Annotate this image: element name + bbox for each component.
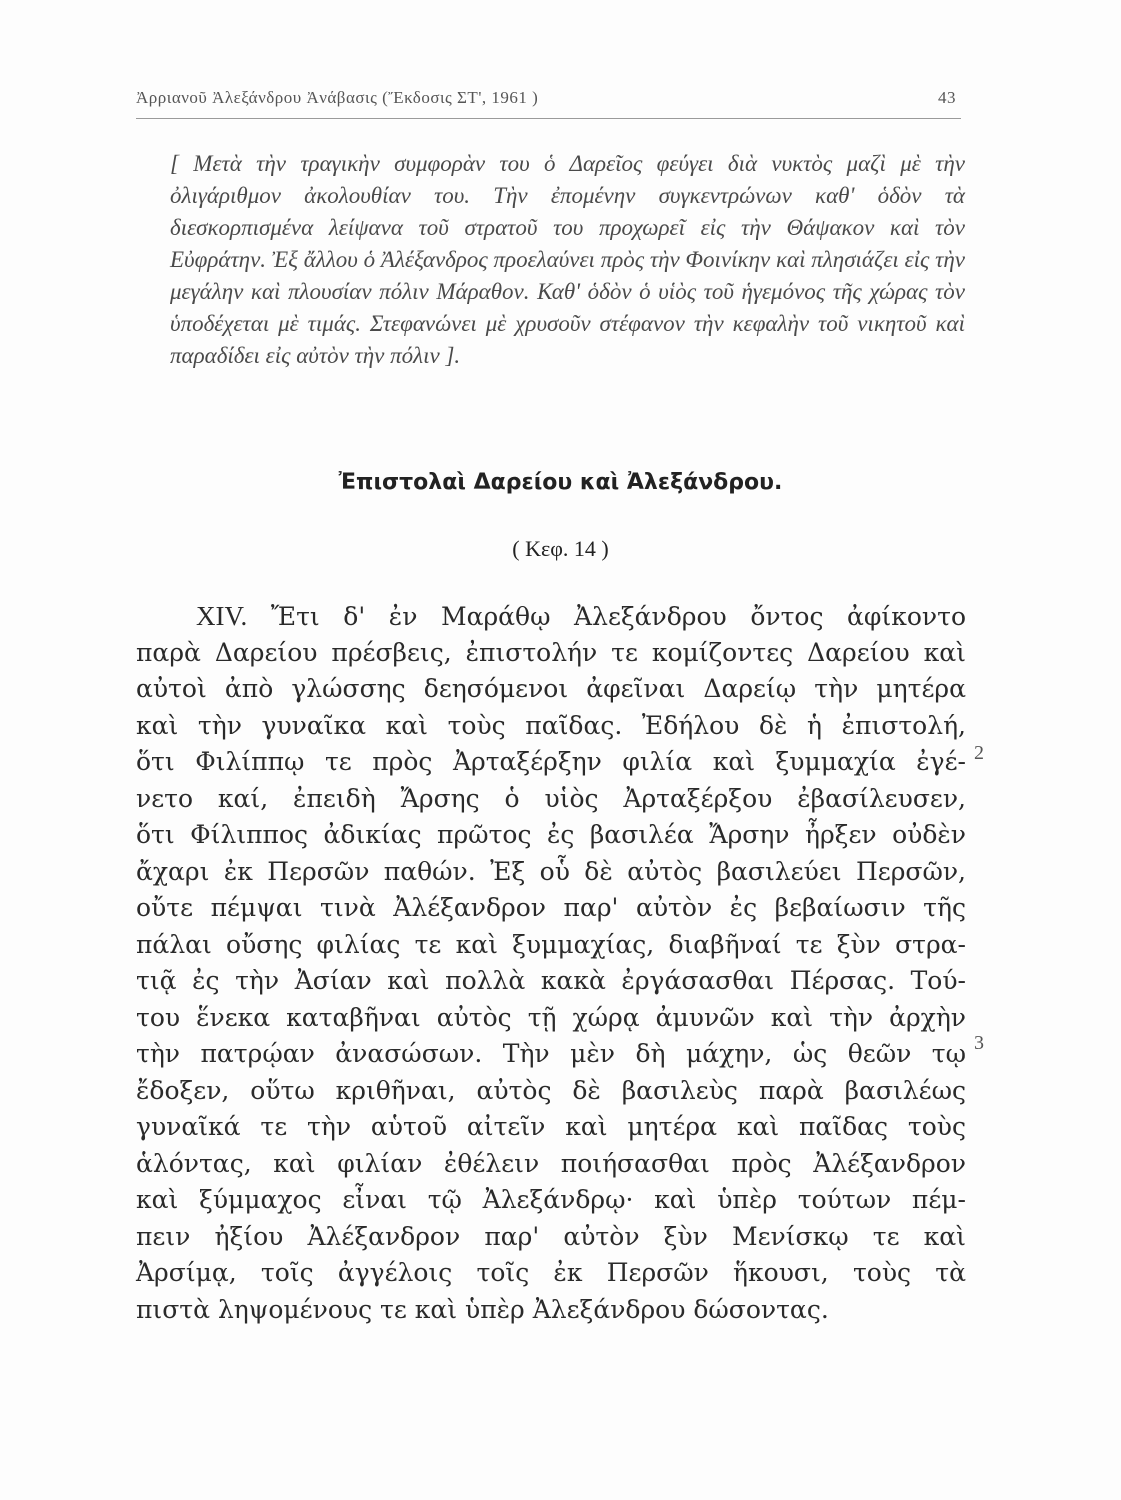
- margin-number-2: 2: [974, 742, 984, 764]
- text-line: οὔτε πέμψαι τινὰ Ἀλέξανδρον παρ' αὐτὸν ἐς βεβαίωσιν τῆς: [136, 893, 966, 922]
- text-line: παρὰ Δαρείου πρέσβεις, ἐπιστολήν τε κομίζοντες Δαρείου καὶ: [136, 637, 966, 667]
- text-line: αὐτοὶ ἀπὸ γλώσσης δεησόμενοι ἀφεῖναι Δαρείῳ τὴν μητέρα: [136, 674, 966, 703]
- section-title: Ἐπιστολαὶ Δαρείου καὶ Ἀλεξάνδρου.: [338, 470, 783, 495]
- text-line: ἁλόντας, καὶ φιλίαν ἐθέλειν ποιήσασθαι πρὸς Ἀλέξανδρον: [136, 1148, 966, 1178]
- text-line: Ἀρσίμᾳ, τοῖς ἀγγέλοις τοῖς ἐκ Περσῶν ἥκουσι, τοὺς τὰ: [136, 1258, 966, 1287]
- text-line: ἄχαρι ἐκ Περσῶν παθών. Ἐξ οὗ δὲ αὐτὸς βασιλεύει Περσῶν,: [136, 856, 966, 886]
- text-line: πάλαι οὔσης φιλίας τε καὶ ξυμμαχίας, διαβῆναί τε ξὺν στρα-: [136, 929, 966, 959]
- text-line: τιᾷ ἐς τὴν Ἀσίαν καὶ πολλὰ κακὰ ἐργάσασθαι Πέρσας. Τού-: [136, 966, 966, 995]
- text-line: XIV. Ἔτι δ' ἐν Μαράθῳ Ἀλεξάνδρου ὄντος ἀφίκοντο: [196, 601, 966, 631]
- text-line: ὅτι Φίλιππος ἀδικίας πρῶτος ἐς βασιλέα Ἄρσην ἦρξεν οὐδὲν: [136, 820, 966, 849]
- running-title: Ἀρριανοῦ Ἀλεξάνδρου Ἀνάβασις (Ἔκδοσις ΣΤ', 1961 ): [136, 88, 539, 107]
- text-line: ἔδοξεν, οὕτω κριθῆναι, αὐτὸς δὲ βασιλεὺς παρὰ βασιλέως: [136, 1075, 966, 1105]
- text-line: πιστὰ ληψομένους τε καὶ ὑπὲρ Ἀλεξάνδρου δώσοντας.: [136, 1294, 829, 1324]
- text-line: τὴν πατρῴαν ἀνασώσων. Τὴν μὲν δὴ μάχην, ὡς θεῶν τῳ: [136, 1039, 966, 1068]
- text-line: καὶ τὴν γυναῖκα καὶ τοὺς παῖδας. Ἐδήλου δὲ ἡ ἐπιστολή,: [136, 710, 966, 740]
- chapter-summary: [170, 148, 965, 372]
- page-number: 43: [938, 88, 956, 107]
- body-text: [136, 598, 966, 1328]
- header-rule: [136, 118, 961, 119]
- text-line: ὅτι Φιλίππῳ τε πρὸς Ἀρταξέρξην φιλία καὶ ξυμμαχία ἐγέ-: [136, 747, 966, 776]
- margin-number-3: 3: [974, 1032, 984, 1054]
- text-line: του ἕνεκα καταβῆναι αὐτὸς τῇ χώρᾳ ἀμυνῶν καὶ τὴν ἀρχὴν: [136, 1002, 966, 1032]
- chapter-numeral: XIV.: [196, 601, 248, 631]
- summary-text: [ Μετὰ τὴν τραγικὴν συμφορὰν του ὁ Δαρεῖος φεύγει διὰ νυκτὸς μαζὶ μὲ τὴν ὀλιγάριθμον ἀκολουθίαν του. Τὴν ἐπομένην συγκεντρώνων καθ' ὁδὸν τὰ διεσκορπισμένα λείψανα τοῦ στρατοῦ του προχωρεῖ εἰς τὴν Θάψακον καὶ τὸν Εὐφράτην. Ἐξ ἄλλου ὁ Ἀλέξανδρος προελαύνει πρὸς τὴν Φοινίκην καὶ πλησιάζει εἰς τὴν μεγάλην καὶ πλουσίαν πόλιν Μάραθον. Καθ' ὁδὸν ὁ υἱὸς τοῦ ἡγεμόνος τῆς χώρας τὸν ὑποδέχεται μὲ τιμάς. Στεφανώνει μὲ χρυσοῦν στέφανον τὴν κεφαλὴν τοῦ νικητοῦ καὶ παραδίδει εἰς αὐτὸν τὴν πόλιν ].: [170, 151, 965, 368]
- text-line: νετο καί, ἐπειδὴ Ἄρσης ὁ υἱὸς Ἀρταξέρξου ἐβασίλευσεν,: [136, 783, 966, 813]
- running-header: [136, 88, 956, 108]
- text-line: πειν ἠξίου Ἀλέξανδρον παρ' αὐτὸν ξὺν Μενίσκῳ τε καὶ: [136, 1221, 966, 1251]
- text-line: γυναῖκά τε τὴν αὑτοῦ αἰτεῖν καὶ μητέρα καὶ παῖδας τοὺς: [136, 1112, 966, 1141]
- text-line: καὶ ξύμμαχος εἶναι τῷ Ἀλεξάνδρῳ· καὶ ὑπὲρ τούτων πέμ-: [136, 1185, 966, 1214]
- chapter-label: ( Κεφ. 14 ): [512, 536, 609, 561]
